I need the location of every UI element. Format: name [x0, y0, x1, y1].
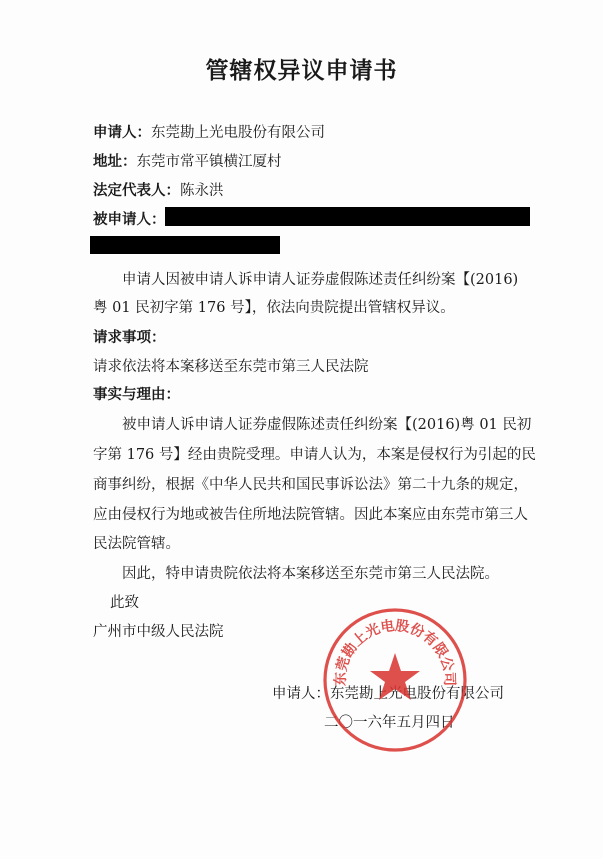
address-label: 地址： [93, 153, 137, 170]
closing-text: 此致 [110, 595, 139, 611]
redaction-bar [90, 236, 280, 254]
facts-line: 应由侵权行为地或被告住所地法院管辖。因此本案应由东莞市第三人 [93, 507, 528, 523]
applicant-label: 申请人： [93, 124, 151, 141]
intro-line: 粤 01 民初字第 176 号】，依法向贵院提出管辖权异议。 [93, 300, 455, 316]
request-text: 请求依法将本案移送至东莞市第三人民法院 [93, 359, 369, 375]
legal-rep-line [93, 179, 224, 200]
conclusion-text: 因此，特申请贵院依法将本案移送至东莞市第三人民法院。 [122, 566, 499, 582]
intro-line: 申请人因被申请人诉申请人证券虚假陈述责任纠纷案【(2016) [122, 272, 519, 288]
applicant-line [93, 121, 325, 142]
facts-heading: 事实与理由： [93, 386, 180, 403]
facts-line: 字第 176 号】经由贵院受理。申请人认为，本案是侵权行为引起的民 [93, 447, 536, 463]
applicant-name: 东莞勘上光电股份有限公司 [151, 125, 325, 141]
request-heading: 请求事项： [93, 329, 166, 346]
legal-rep-label: 法定代表人： [93, 182, 180, 199]
redaction-bar [165, 207, 530, 226]
signature-label: 申请人： [272, 686, 330, 702]
court-name: 广州市中级人民法院 [93, 624, 224, 640]
signature-name: 东莞勘上光电股份有限公司 [330, 686, 504, 702]
address-value: 东莞市常平镇横江厦村 [136, 154, 282, 170]
seal-text: 东莞勘上光电股份有限公司 [332, 618, 458, 687]
page-title: 管辖权异议申请书 [205, 57, 398, 84]
signature-date: 二〇一六年五月四日 [324, 715, 455, 731]
facts-line: 商事纠纷，根据《中华人民共和国民事诉讼法》第二十九条的规定， [93, 477, 528, 493]
respondent-label: 被申请人： [93, 211, 166, 228]
company-seal-icon [320, 605, 470, 755]
address-line [93, 150, 282, 171]
facts-line: 民法院管辖。 [93, 536, 180, 552]
facts-line: 被申请人诉申请人证券虚假陈述责任纠纷案【(2016)粤 01 民初 [122, 417, 532, 433]
legal-rep-value: 陈永洪 [180, 183, 224, 199]
